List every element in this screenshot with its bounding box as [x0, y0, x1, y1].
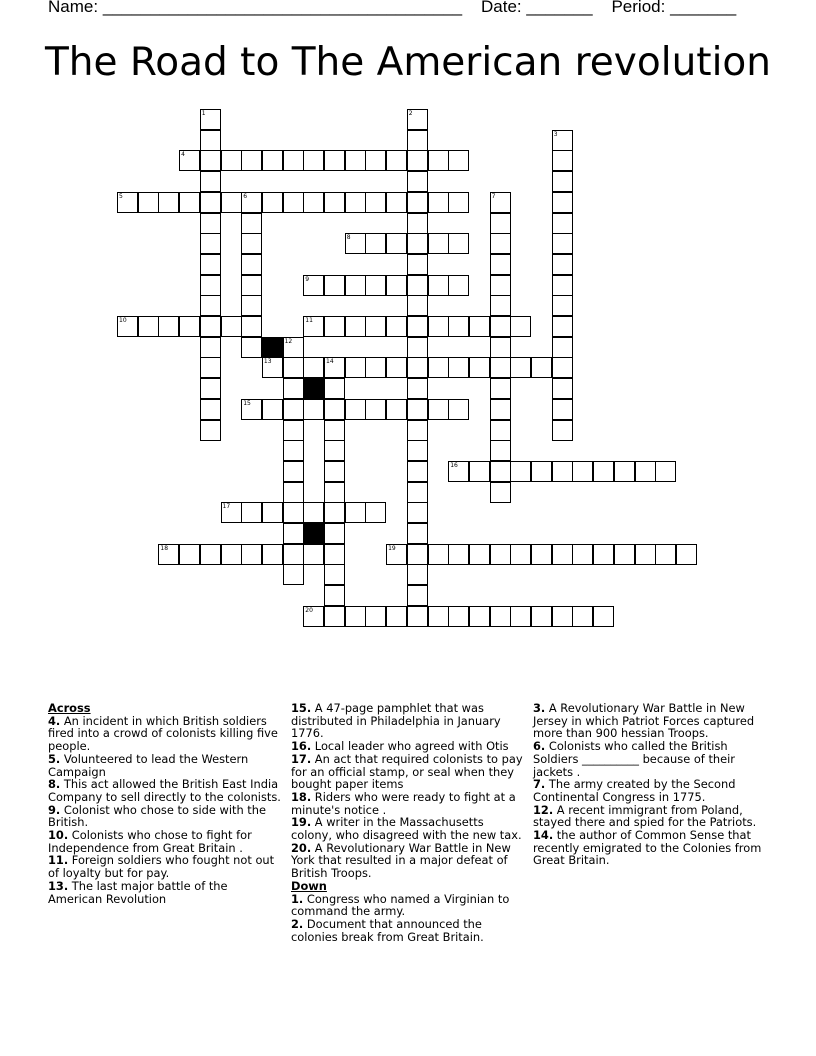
grid-cell[interactable]: [303, 544, 324, 565]
grid-cell[interactable]: [614, 461, 635, 482]
grid-cell[interactable]: [241, 295, 262, 316]
clue-num: 12.: [533, 802, 554, 817]
grid-cell[interactable]: [324, 523, 345, 544]
across-clue: [291, 702, 527, 740]
grid-cell[interactable]: [448, 316, 469, 337]
grid-cell[interactable]: [324, 482, 345, 503]
grid-cell[interactable]: [428, 275, 449, 296]
grid-cell[interactable]: [593, 606, 614, 627]
grid-cell[interactable]: [428, 150, 449, 171]
down-clue: [533, 778, 769, 803]
grid-cell[interactable]: [200, 378, 221, 399]
clue-num: 17.: [291, 751, 312, 766]
across-clue: [291, 842, 527, 880]
grid-cell[interactable]: [365, 275, 386, 296]
clue-text: A writer in the Massachusetts colony, who disagreed with the new tax.: [291, 815, 522, 843]
grid-cell[interactable]: [552, 337, 573, 358]
grid-cell[interactable]: [407, 544, 428, 565]
grid-cell[interactable]: [200, 337, 221, 358]
clue-number: 18: [160, 544, 169, 552]
grid-cell[interactable]: [303, 150, 324, 171]
grid-cell[interactable]: [469, 357, 490, 378]
grid-cell[interactable]: [490, 357, 511, 378]
grid-cell[interactable]: [200, 233, 221, 254]
grid-cell[interactable]: [324, 192, 345, 213]
grid-cell[interactable]: [221, 150, 242, 171]
grid-cell[interactable]: [241, 233, 262, 254]
grid-cell[interactable]: [655, 544, 676, 565]
grid-cell[interactable]: [303, 192, 324, 213]
grid-cell[interactable]: [200, 171, 221, 192]
grid-cell[interactable]: [552, 606, 573, 627]
grid-cell[interactable]: [200, 213, 221, 234]
across-clue: [48, 778, 284, 803]
grid-cell[interactable]: [365, 399, 386, 420]
grid-cell[interactable]: [407, 461, 428, 482]
grid-cell[interactable]: [324, 420, 345, 441]
grid-cell[interactable]: [324, 606, 345, 627]
clue-number: 4: [181, 151, 185, 159]
across-clue: [291, 791, 527, 816]
grid-cell[interactable]: [365, 192, 386, 213]
grid-cell[interactable]: [200, 130, 221, 151]
grid-cell[interactable]: [490, 606, 511, 627]
down-clue: [291, 893, 527, 918]
grid-cell[interactable]: [448, 150, 469, 171]
clue-number: 11: [305, 317, 313, 324]
grid-cell[interactable]: [469, 461, 490, 482]
grid-cell[interactable]: [283, 399, 304, 420]
clue-text: Local leader who agreed with Otis: [311, 739, 509, 754]
grid-cell[interactable]: [407, 337, 428, 358]
grid-cell[interactable]: [283, 564, 304, 585]
down-clue: [533, 829, 769, 867]
clue-text: Foreign soldiers who fought not out of loyalty but for pay.: [48, 853, 275, 881]
grid-cell[interactable]: [428, 399, 449, 420]
clue-number: 8: [346, 234, 351, 242]
grid-cell[interactable]: [448, 275, 469, 296]
grid-cell[interactable]: [490, 461, 511, 482]
grid-cell[interactable]: [593, 544, 614, 565]
date-field[interactable]: _______: [526, 0, 593, 16]
grid-cell[interactable]: [386, 275, 407, 296]
grid-cell[interactable]: [552, 357, 573, 378]
across-clue: [48, 753, 284, 778]
grid-cell[interactable]: [510, 606, 531, 627]
clue-text: the author of Common Sense that recently emigrated to the Colonies from Great Britain.: [533, 828, 762, 868]
across-heading: Across: [48, 701, 91, 715]
grid-cell[interactable]: [448, 606, 469, 627]
grid-cell[interactable]: [345, 275, 366, 296]
grid-cell[interactable]: [490, 295, 511, 316]
grid-cell[interactable]: [407, 254, 428, 275]
black-cell: [303, 378, 324, 399]
name-field[interactable]: ______________________________________: [102, 0, 463, 16]
clue-text: A 47-page pamphlet that was distributed in Philadelphia in January 1776.: [291, 701, 501, 741]
clue-number: 16: [450, 461, 458, 469]
grid-cell[interactable]: [428, 544, 449, 565]
grid-cell[interactable]: [552, 254, 573, 275]
grid-cell[interactable]: [490, 337, 511, 358]
grid-cell[interactable]: [490, 420, 511, 441]
grid-cell[interactable]: [241, 337, 262, 358]
grid-cell[interactable]: [324, 440, 345, 461]
grid-cell[interactable]: [552, 399, 573, 420]
grid-cell[interactable]: [283, 357, 304, 378]
grid-cell[interactable]: [262, 150, 283, 171]
grid-cell[interactable]: [490, 544, 511, 565]
grid-cell[interactable]: [200, 192, 221, 213]
grid-cell[interactable]: [552, 461, 573, 482]
clue-number: 13: [263, 358, 272, 366]
grid-cell[interactable]: [283, 192, 304, 213]
clue-number: 14: [326, 358, 334, 366]
grid-cell[interactable]: [490, 440, 511, 461]
date-label: Date:: [481, 0, 522, 16]
grid-cell[interactable]: [324, 399, 345, 420]
grid-cell[interactable]: [407, 316, 428, 337]
grid-cell[interactable]: [676, 544, 697, 565]
grid-cell[interactable]: [241, 502, 262, 523]
grid-cell[interactable]: [552, 233, 573, 254]
grid-cell[interactable]: [407, 171, 428, 192]
clue-text: An act that required colonists to pay for an official stamp, or seal when they bought paper items: [291, 751, 523, 792]
clue-number: 7: [491, 192, 496, 200]
grid-cell[interactable]: [407, 502, 428, 523]
grid-cell[interactable]: [365, 233, 386, 254]
grid-cell[interactable]: [490, 482, 511, 503]
clue-num: 2.: [291, 916, 304, 931]
down-clue: [291, 918, 527, 943]
grid-cell[interactable]: [490, 275, 511, 296]
grid-cell[interactable]: [221, 192, 242, 213]
grid-cell[interactable]: [407, 233, 428, 254]
grid-cell[interactable]: [324, 275, 345, 296]
clue-text: Colonist who chose to side with the British.: [48, 802, 266, 830]
grid-cell[interactable]: [324, 150, 345, 171]
clue-number: 10: [119, 317, 127, 324]
clue-num: 1.: [291, 891, 304, 906]
grid-cell[interactable]: [365, 502, 386, 523]
grid-cell[interactable]: [324, 564, 345, 585]
grid-cell[interactable]: [200, 275, 221, 296]
across-clue: [291, 753, 527, 791]
grid-cell[interactable]: [179, 192, 200, 213]
clue-number: 6: [243, 192, 248, 200]
grid-cell[interactable]: [303, 502, 324, 523]
clue-num: 6.: [533, 739, 546, 754]
clue-number: 12: [284, 337, 293, 345]
grid-cell[interactable]: [200, 150, 221, 171]
clue-text: Congress who named a Virginian to command the army.: [291, 891, 510, 919]
grid-cell[interactable]: [655, 461, 676, 482]
grid-cell[interactable]: [283, 502, 304, 523]
grid-cell[interactable]: [407, 606, 428, 627]
grid-cell[interactable]: [407, 275, 428, 296]
grid-cell[interactable]: [469, 544, 490, 565]
grid-cell[interactable]: [241, 213, 262, 234]
grid-cell[interactable]: [179, 316, 200, 337]
grid-cell[interactable]: [428, 192, 449, 213]
grid-cell[interactable]: [490, 399, 511, 420]
grid-cell[interactable]: [324, 544, 345, 565]
grid-cell[interactable]: [531, 544, 552, 565]
grid-cell[interactable]: [572, 461, 593, 482]
down-heading: Down: [291, 878, 327, 893]
grid-cell[interactable]: [407, 440, 428, 461]
clue-num: 15.: [291, 701, 312, 715]
grid-cell[interactable]: [407, 399, 428, 420]
grid-cell[interactable]: [241, 544, 262, 565]
clue-num: 11.: [48, 853, 69, 868]
grid-cell[interactable]: [283, 440, 304, 461]
clue-number: 2: [408, 110, 413, 117]
grid-cell[interactable]: [200, 295, 221, 316]
grid-cell[interactable]: [345, 606, 366, 627]
grid-cell[interactable]: [490, 316, 511, 337]
grid-cell[interactable]: [428, 316, 449, 337]
clue-num: 7.: [533, 777, 546, 792]
grid-cell[interactable]: [324, 316, 345, 337]
clue-num: 5.: [48, 751, 61, 766]
clue-num: 18.: [291, 789, 312, 804]
clue-text: A Revolutionary War Battle in New York that resulted in a major defeat of British Troops.: [291, 840, 511, 881]
grid-cell[interactable]: [365, 150, 386, 171]
grid-cell[interactable]: [407, 295, 428, 316]
grid-cell[interactable]: [510, 357, 531, 378]
grid-cell[interactable]: [510, 544, 531, 565]
black-cell: [303, 523, 324, 544]
grid-cell[interactable]: [448, 233, 469, 254]
grid-cell[interactable]: [490, 378, 511, 399]
grid-cell[interactable]: [386, 192, 407, 213]
grid-cell[interactable]: [552, 420, 573, 441]
clue-text: A recent immigrant from Poland, stayed there and spied for the Patriots.: [533, 802, 757, 830]
grid-cell[interactable]: [552, 544, 573, 565]
grid-cell[interactable]: [552, 378, 573, 399]
clue-number: 15: [243, 399, 251, 407]
grid-cell[interactable]: [241, 316, 262, 337]
clue-number: 19: [388, 544, 396, 552]
clue-text: Colonists who called the British Soldiers __________ because of their jackets .: [533, 739, 735, 779]
clue-num: 4.: [48, 713, 61, 728]
grid-cell[interactable]: [365, 316, 386, 337]
black-cell: [262, 337, 283, 358]
across-clue: [291, 816, 527, 841]
clue-num: 20.: [291, 840, 312, 855]
grid-cell[interactable]: [407, 192, 428, 213]
grid-cell[interactable]: [531, 357, 552, 378]
grid-cell[interactable]: [200, 316, 221, 337]
clue-text: The last major battle of the American Revolution: [48, 878, 228, 906]
grid-cell[interactable]: [158, 192, 179, 213]
grid-cell[interactable]: [303, 357, 324, 378]
clue-text: The army created by the Second Continental Congress in 1775.: [533, 777, 736, 804]
across-clue: [48, 804, 284, 829]
grid-cell[interactable]: [407, 357, 428, 378]
grid-cell[interactable]: [572, 606, 593, 627]
grid-cell[interactable]: [407, 482, 428, 503]
grid-cell[interactable]: [283, 544, 304, 565]
grid-cell[interactable]: [283, 378, 304, 399]
clue-num: 14.: [533, 828, 554, 843]
grid-cell[interactable]: [448, 544, 469, 565]
clue-num: 9.: [48, 802, 61, 817]
grid-cell[interactable]: [179, 544, 200, 565]
grid-cell[interactable]: [635, 544, 656, 565]
grid-cell[interactable]: [510, 316, 531, 337]
grid-cell[interactable]: [386, 233, 407, 254]
grid-cell[interactable]: [614, 544, 635, 565]
grid-cell[interactable]: [531, 461, 552, 482]
grid-cell[interactable]: [552, 192, 573, 213]
grid-cell[interactable]: [386, 357, 407, 378]
clue-text: A Revolutionary War Battle in New Jersey in which Patriot Forces captured more than 900 hessian Troops.: [533, 701, 755, 741]
grid-cell[interactable]: [241, 254, 262, 275]
clue-num: 19.: [291, 815, 312, 830]
grid-cell[interactable]: [510, 461, 531, 482]
grid-cell[interactable]: [552, 213, 573, 234]
across-clue: [48, 715, 284, 753]
grid-cell[interactable]: [283, 150, 304, 171]
clue-number: 9: [305, 275, 310, 283]
grid-cell[interactable]: [386, 399, 407, 420]
name-label: Name:: [48, 0, 99, 16]
clue-text: Colonists who chose to fight for Independence from Great Britain .: [48, 828, 252, 855]
grid-cell[interactable]: [200, 544, 221, 565]
grid-cell[interactable]: [490, 254, 511, 275]
grid-cell[interactable]: [531, 606, 552, 627]
grid-cell[interactable]: [283, 461, 304, 482]
clue-num: 13.: [48, 878, 69, 893]
grid-cell[interactable]: [262, 192, 283, 213]
grid-cell[interactable]: [407, 564, 428, 585]
across-clue: [48, 829, 284, 854]
clue-num: 3.: [533, 701, 546, 715]
grid-cell[interactable]: [200, 399, 221, 420]
grid-cell[interactable]: [365, 606, 386, 627]
grid-cell[interactable]: [428, 357, 449, 378]
grid-cell[interactable]: [262, 399, 283, 420]
grid-cell[interactable]: [572, 544, 593, 565]
grid-cell[interactable]: [552, 275, 573, 296]
grid-cell[interactable]: [593, 461, 614, 482]
grid-cell[interactable]: [386, 316, 407, 337]
grid-cell[interactable]: [407, 585, 428, 606]
grid-cell[interactable]: [283, 482, 304, 503]
down-clue: [533, 740, 769, 778]
grid-cell[interactable]: [407, 150, 428, 171]
clue-text: This act allowed the British East India Company to sell directly to the colonists.: [48, 777, 281, 804]
clue-number: 17: [222, 503, 231, 511]
grid-cell[interactable]: [407, 213, 428, 234]
down-clue: [533, 702, 769, 740]
grid-cell[interactable]: [283, 420, 304, 441]
grid-cell[interactable]: [324, 378, 345, 399]
grid-cell[interactable]: [241, 275, 262, 296]
period-field[interactable]: _______: [670, 0, 737, 16]
clues-column-3: [533, 702, 769, 867]
grid-cell[interactable]: [386, 150, 407, 171]
grid-cell[interactable]: [448, 399, 469, 420]
grid-cell[interactable]: [324, 585, 345, 606]
across-clue: [48, 880, 284, 905]
grid-cell[interactable]: [407, 523, 428, 544]
down-clue: [533, 804, 769, 829]
grid-cell[interactable]: [469, 316, 490, 337]
grid-cell[interactable]: [407, 378, 428, 399]
grid-cell[interactable]: [241, 150, 262, 171]
grid-cell[interactable]: [490, 233, 511, 254]
grid-cell[interactable]: [386, 606, 407, 627]
grid-cell[interactable]: [345, 192, 366, 213]
grid-cell[interactable]: [324, 502, 345, 523]
page-title: The Road to The American revolution: [44, 40, 772, 85]
grid-cell[interactable]: [448, 357, 469, 378]
grid-cell[interactable]: [490, 213, 511, 234]
clue-number: 1: [201, 110, 206, 117]
grid-cell[interactable]: [345, 399, 366, 420]
grid-cell[interactable]: [200, 357, 221, 378]
grid-cell[interactable]: [200, 420, 221, 441]
grid-cell[interactable]: [552, 316, 573, 337]
grid-cell[interactable]: [138, 316, 159, 337]
grid-cell[interactable]: [158, 316, 179, 337]
grid-cell[interactable]: [635, 461, 656, 482]
grid-cell[interactable]: [552, 150, 573, 171]
clue-num: 16.: [291, 739, 312, 754]
period-label: Period:: [611, 0, 666, 16]
grid-cell[interactable]: [345, 357, 366, 378]
clue-number: 5: [119, 192, 123, 200]
grid-cell[interactable]: [407, 420, 428, 441]
grid-cell[interactable]: [262, 544, 283, 565]
grid-cell[interactable]: [221, 544, 242, 565]
clue-text: Document that announced the colonies break from Great Britain.: [291, 916, 484, 944]
clue-num: 10.: [48, 828, 69, 843]
grid-cell[interactable]: [428, 233, 449, 254]
grid-cell[interactable]: [262, 502, 283, 523]
clue-text: An incident in which British soldiers fired into a crowd of colonists killing five people.: [48, 713, 278, 754]
clues-column-2: [291, 702, 527, 943]
clue-number: 20: [305, 606, 313, 614]
across-clue: [48, 854, 284, 879]
grid-cell[interactable]: [428, 606, 449, 627]
grid-cell[interactable]: [448, 192, 469, 213]
grid-cell[interactable]: [365, 357, 386, 378]
grid-cell[interactable]: [221, 316, 242, 337]
grid-cell[interactable]: [345, 502, 366, 523]
grid-cell[interactable]: [324, 461, 345, 482]
clue-num: 8.: [48, 777, 61, 792]
grid-cell[interactable]: [552, 295, 573, 316]
grid-cell[interactable]: [303, 399, 324, 420]
grid-cell[interactable]: [283, 523, 304, 544]
clue-text: Riders who were ready to fight at a minute's notice .: [291, 789, 516, 817]
grid-cell[interactable]: [200, 254, 221, 275]
grid-cell[interactable]: [407, 130, 428, 151]
grid-cell[interactable]: [345, 150, 366, 171]
clues-column-1: [48, 702, 284, 905]
grid-cell[interactable]: [469, 606, 490, 627]
clue-number: 3: [553, 130, 558, 138]
grid-cell[interactable]: [552, 171, 573, 192]
clue-text: Volunteered to lead the Western Campaign: [48, 751, 249, 779]
grid-cell[interactable]: [345, 316, 366, 337]
grid-cell[interactable]: [138, 192, 159, 213]
